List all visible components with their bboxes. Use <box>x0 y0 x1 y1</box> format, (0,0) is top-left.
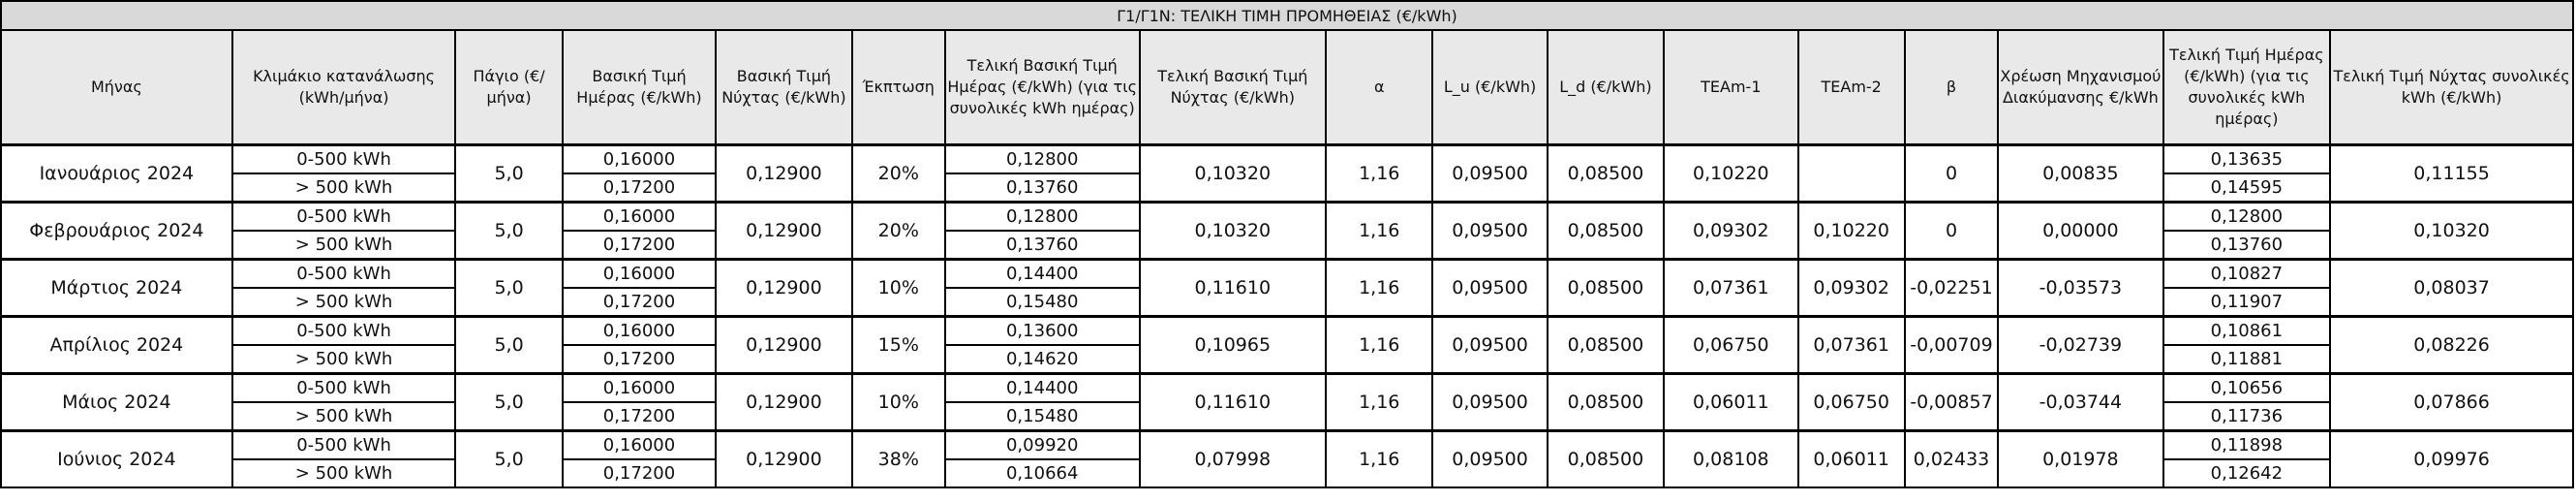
base-night-cell: 0,12900 <box>716 145 851 203</box>
final-day-cell: 0,10861 <box>2163 317 2331 346</box>
tier-cell: > 500 kWh <box>232 345 456 374</box>
final-base-day-cell: 0,13760 <box>945 173 1140 203</box>
final-day-cell: 0,13760 <box>2163 231 2331 260</box>
tier-cell: 0-500 kWh <box>232 203 456 232</box>
header-mechanism-charge: Χρέωση Μηχανισμού Διακύμανσης €/kWh <box>1998 30 2163 145</box>
header-team-1: TEAm-1 <box>1664 30 1797 145</box>
base-night-cell: 0,12900 <box>716 431 851 488</box>
final-base-night-cell: 0,10320 <box>1140 145 1327 203</box>
team-1-cell: 0,07361 <box>1664 260 1797 317</box>
final-base-day-cell: 0,15480 <box>945 288 1140 317</box>
final-night-cell: 0,11155 <box>2330 145 2573 203</box>
table-title: Γ1/Γ1Ν: ΤΕΛΙΚΗ ΤΙΜΗ ΠΡΟΜΗΘΕΙΑΣ (€/kWh) <box>1 1 2573 30</box>
tier-cell: > 500 kWh <box>232 173 456 203</box>
base-day-cell: 0,17200 <box>563 459 716 487</box>
alpha-cell: 1,16 <box>1326 431 1432 488</box>
header-final-night: Τελική Τιμή Νύχτας συνολικές kWh (€/kWh) <box>2330 30 2573 145</box>
table-row <box>1 260 2573 289</box>
l-d-cell: 0,08500 <box>1548 374 1664 431</box>
team-2-cell: 0,06011 <box>1798 431 1905 488</box>
beta-cell: -0,02251 <box>1905 260 1998 317</box>
final-base-night-cell: 0,10965 <box>1140 317 1327 374</box>
discount-cell: 38% <box>852 431 945 488</box>
l-u-cell: 0,09500 <box>1432 145 1547 203</box>
final-base-day-cell: 0,12800 <box>945 145 1140 174</box>
fixed-charge-cell: 5,0 <box>455 317 562 374</box>
team-2-cell: 0,07361 <box>1798 317 1905 374</box>
mechanism-charge-cell: 0,01978 <box>1998 431 2163 488</box>
l-u-cell: 0,09500 <box>1432 260 1547 317</box>
fixed-charge-cell: 5,0 <box>455 260 562 317</box>
final-day-cell: 0,14595 <box>2163 173 2331 203</box>
discount-cell: 20% <box>852 145 945 203</box>
mechanism-charge-cell: -0,03573 <box>1998 260 2163 317</box>
header-final-base-night: Τελική Βασική Τιμή Νύχτας (€/kWh) <box>1140 30 1327 145</box>
base-day-cell: 0,16000 <box>563 431 716 460</box>
beta-cell: -0,00857 <box>1905 374 1998 431</box>
mechanism-charge-cell: -0,03744 <box>1998 374 2163 431</box>
base-day-cell: 0,16000 <box>563 374 716 403</box>
l-u-cell: 0,09500 <box>1432 431 1547 488</box>
alpha-cell: 1,16 <box>1326 203 1432 260</box>
tier-cell: 0-500 kWh <box>232 374 456 403</box>
final-day-cell: 0,11736 <box>2163 402 2331 431</box>
base-night-cell: 0,12900 <box>716 203 851 260</box>
final-day-cell: 0,10656 <box>2163 374 2331 403</box>
header-l-d: L_d (€/kWh) <box>1548 30 1664 145</box>
alpha-cell: 1,16 <box>1326 317 1432 374</box>
alpha-cell: 1,16 <box>1326 374 1432 431</box>
final-night-cell: 0,07866 <box>2330 374 2573 431</box>
header-l-u: L_u (€/kWh) <box>1432 30 1547 145</box>
table-row <box>1 374 2573 403</box>
final-base-day-cell: 0,15480 <box>945 402 1140 431</box>
header-final-day: Τελική Τιμή Ημέρας (€/kWh) (για τις συνολικές kWh ημέρας) <box>2163 30 2331 145</box>
l-d-cell: 0,08500 <box>1548 145 1664 203</box>
base-night-cell: 0,12900 <box>716 260 851 317</box>
final-base-day-cell: 0,09920 <box>945 431 1140 460</box>
header-discount: Έκπτωση <box>852 30 945 145</box>
header-team-2: TEAm-2 <box>1798 30 1905 145</box>
final-base-day-cell: 0,13760 <box>945 231 1140 260</box>
final-night-cell: 0,09976 <box>2330 431 2573 488</box>
final-base-day-cell: 0,12800 <box>945 203 1140 232</box>
final-day-cell: 0,11881 <box>2163 345 2331 374</box>
header-base-day: Βασική Τιμή Ημέρας (€/kWh) <box>563 30 716 145</box>
team-1-cell: 0,10220 <box>1664 145 1797 203</box>
alpha-cell: 1,16 <box>1326 260 1432 317</box>
team-2-cell <box>1798 145 1905 203</box>
header-base-night: Βασική Τιμή Νύχτας (€/kWh) <box>716 30 851 145</box>
tier-cell: > 500 kWh <box>232 288 456 317</box>
fixed-charge-cell: 5,0 <box>455 145 562 203</box>
header-month: Μήνας <box>1 30 232 145</box>
team-1-cell: 0,08108 <box>1664 431 1797 488</box>
month-cell: Μάρτιος 2024 <box>1 260 232 317</box>
table-row <box>1 317 2573 346</box>
month-cell: Ιανουάριος 2024 <box>1 145 232 203</box>
mechanism-charge-cell: 0,00835 <box>1998 145 2163 203</box>
alpha-cell: 1,16 <box>1326 145 1432 203</box>
tier-cell: 0-500 kWh <box>232 260 456 289</box>
base-day-cell: 0,17200 <box>563 288 716 317</box>
base-day-cell: 0,17200 <box>563 345 716 374</box>
beta-cell: 0 <box>1905 145 1998 203</box>
table-body <box>1 145 2573 488</box>
l-u-cell: 0,09500 <box>1432 374 1547 431</box>
mechanism-charge-cell: 0,00000 <box>1998 203 2163 260</box>
base-day-cell: 0,16000 <box>563 145 716 174</box>
base-night-cell: 0,12900 <box>716 317 851 374</box>
fixed-charge-cell: 5,0 <box>455 431 562 488</box>
team-1-cell: 0,06750 <box>1664 317 1797 374</box>
team-2-cell: 0,09302 <box>1798 260 1905 317</box>
l-u-cell: 0,09500 <box>1432 317 1547 374</box>
tier-cell: 0-500 kWh <box>232 317 456 346</box>
base-day-cell: 0,16000 <box>563 260 716 289</box>
month-cell: Μάιος 2024 <box>1 374 232 431</box>
beta-cell: 0 <box>1905 203 1998 260</box>
team-1-cell: 0,06011 <box>1664 374 1797 431</box>
tier-cell: 0-500 kWh <box>232 431 456 460</box>
final-night-cell: 0,10320 <box>2330 203 2573 260</box>
beta-cell: -0,00709 <box>1905 317 1998 374</box>
discount-cell: 10% <box>852 260 945 317</box>
base-day-cell: 0,17200 <box>563 402 716 431</box>
discount-cell: 15% <box>852 317 945 374</box>
month-cell: Απρίλιος 2024 <box>1 317 232 374</box>
final-day-cell: 0,13635 <box>2163 145 2331 174</box>
base-day-cell: 0,16000 <box>563 317 716 346</box>
final-base-day-cell: 0,13600 <box>945 317 1140 346</box>
l-u-cell: 0,09500 <box>1432 203 1547 260</box>
final-night-cell: 0,08037 <box>2330 260 2573 317</box>
table-row <box>1 203 2573 232</box>
header-fixed: Πάγιο (€/μήνα) <box>455 30 562 145</box>
final-base-day-cell: 0,14620 <box>945 345 1140 374</box>
l-d-cell: 0,08500 <box>1548 203 1664 260</box>
mechanism-charge-cell: -0,02739 <box>1998 317 2163 374</box>
final-base-day-cell: 0,14400 <box>945 260 1140 289</box>
final-day-cell: 0,12800 <box>2163 203 2331 232</box>
final-base-night-cell: 0,11610 <box>1140 260 1327 317</box>
final-base-night-cell: 0,07998 <box>1140 431 1327 488</box>
table-row <box>1 145 2573 174</box>
base-night-cell: 0,12900 <box>716 374 851 431</box>
tier-cell: > 500 kWh <box>232 402 456 431</box>
discount-cell: 20% <box>852 203 945 260</box>
final-base-night-cell: 0,11610 <box>1140 374 1327 431</box>
header-final-base-day: Τελική Βασική Τιμή Ημέρας (€/kWh) (για τις συνολικές kWh ημέρας) <box>945 30 1140 145</box>
l-d-cell: 0,08500 <box>1548 260 1664 317</box>
discount-cell: 10% <box>852 374 945 431</box>
team-1-cell: 0,09302 <box>1664 203 1797 260</box>
header-alpha: α <box>1326 30 1432 145</box>
header-tier: Κλιμάκιο κατανάλωσης (kWh/μήνα) <box>232 30 456 145</box>
tier-cell: > 500 kWh <box>232 231 456 260</box>
base-day-cell: 0,16000 <box>563 203 716 232</box>
fixed-charge-cell: 5,0 <box>455 374 562 431</box>
team-2-cell: 0,10220 <box>1798 203 1905 260</box>
tier-cell: > 500 kWh <box>232 459 456 487</box>
l-d-cell: 0,08500 <box>1548 431 1664 488</box>
header-beta: β <box>1905 30 1998 145</box>
final-day-cell: 0,12642 <box>2163 459 2331 487</box>
month-cell: Φεβρουάριος 2024 <box>1 203 232 260</box>
month-cell: Ιούνιος 2024 <box>1 431 232 488</box>
final-base-day-cell: 0,10664 <box>945 459 1140 487</box>
final-night-cell: 0,08226 <box>2330 317 2573 374</box>
l-d-cell: 0,08500 <box>1548 317 1664 374</box>
beta-cell: 0,02433 <box>1905 431 1998 488</box>
tier-cell: 0-500 kWh <box>232 145 456 174</box>
base-day-cell: 0,17200 <box>563 173 716 203</box>
final-day-cell: 0,11898 <box>2163 431 2331 460</box>
team-2-cell: 0,06750 <box>1798 374 1905 431</box>
final-day-cell: 0,10827 <box>2163 260 2331 289</box>
final-day-cell: 0,11907 <box>2163 288 2331 317</box>
fixed-charge-cell: 5,0 <box>455 203 562 260</box>
base-day-cell: 0,17200 <box>563 231 716 260</box>
final-base-night-cell: 0,10320 <box>1140 203 1327 260</box>
final-base-day-cell: 0,14400 <box>945 374 1140 403</box>
table-row <box>1 431 2573 460</box>
header-row <box>1 30 2573 145</box>
